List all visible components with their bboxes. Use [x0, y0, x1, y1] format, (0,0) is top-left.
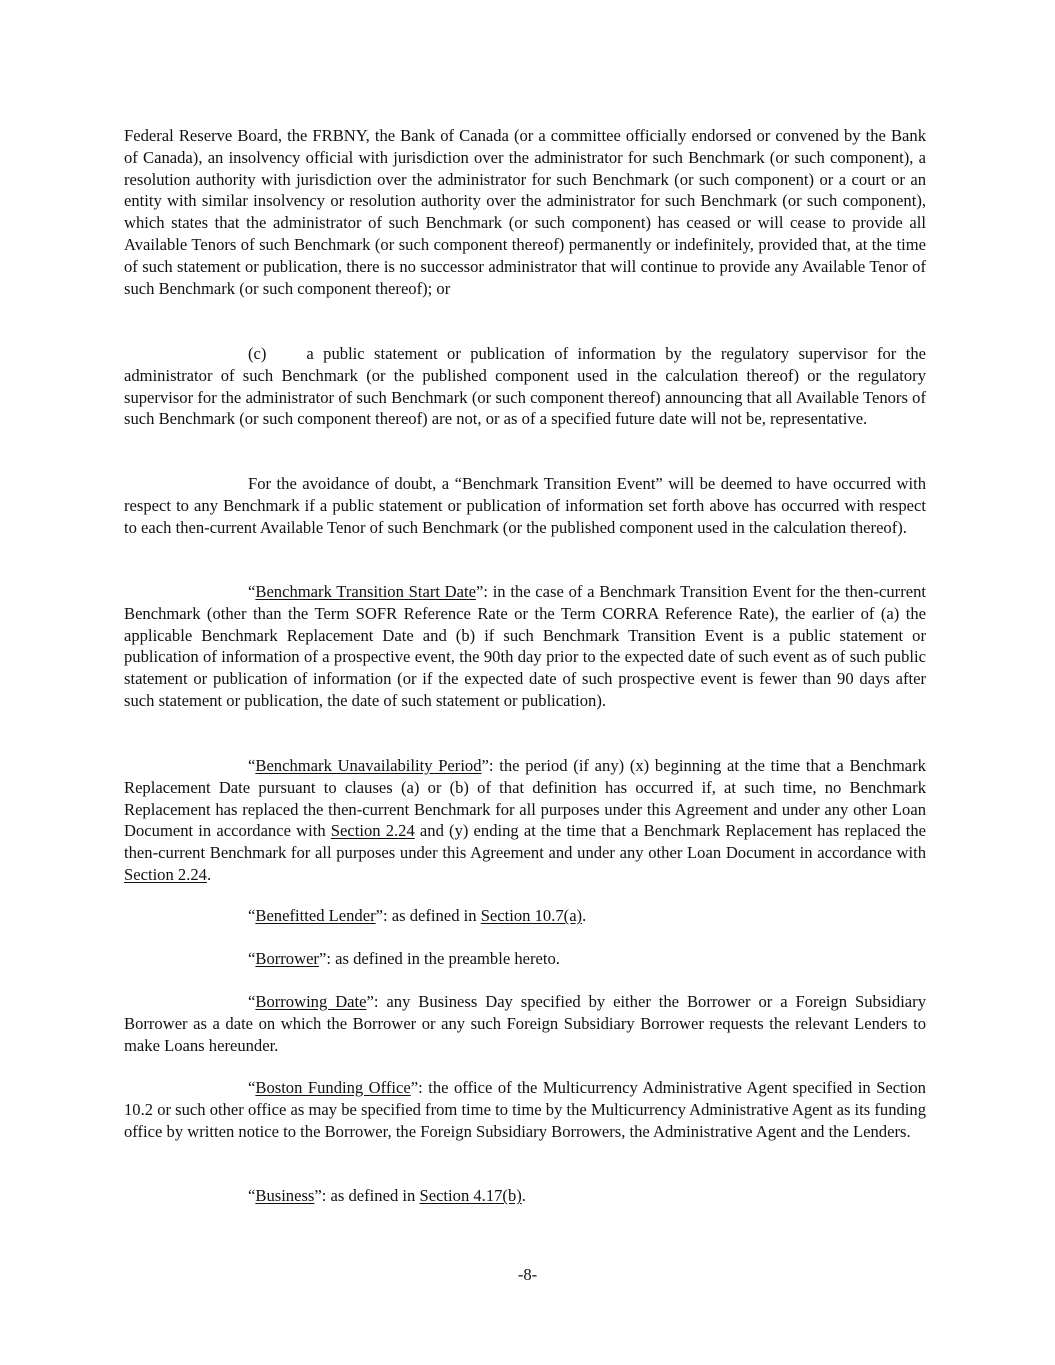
open-quote: “: [248, 1186, 256, 1205]
definition-text: as defined in the preamble hereto.: [330, 949, 560, 968]
definition-benchmark-unavailability-period: [124, 755, 926, 886]
page-number: -8-: [517, 1265, 538, 1284]
defined-term: Borrower: [255, 949, 319, 968]
definition-borrower: [124, 948, 926, 970]
definition-text: as defined in: [326, 1186, 420, 1205]
definition-business: [124, 1185, 926, 1207]
definition-text: any Business Day specified by either the Borrower or a Foreign Subsidiary Borrower as a date on which the Borrower or any such Foreign Subsidiary Borrower requests the relevant Lenders to make Loans hereunder.: [124, 992, 926, 1055]
defined-term: Benchmark Unavailability Period: [255, 756, 482, 775]
section-reference: Section 10.7(a): [480, 906, 583, 925]
open-quote: “: [248, 992, 256, 1011]
close-quote: ”:: [318, 949, 331, 968]
defined-term: Business: [255, 1186, 315, 1205]
clause-label: (c): [248, 344, 267, 363]
open-quote: “: [248, 949, 256, 968]
definition-text: .: [206, 864, 212, 884]
clause-text: a public statement or publication of information by the regulatory supervisor for the administrator of such Benchmark (or the published component used in the calculation thereof) or the regulatory supervisor for the administrator of such Benchmark (or such component thereof) announcing that all Available Tenors of such Benchmark (or such component thereof) are not, or as of a specified future date will not be, representative.: [124, 344, 926, 429]
definition-text: the period (if any) (x) beginning at the time that a Benchmark Replacement Date pursuant to clauses (a) or (b) of that definition has occurred if, at such time, no Benchmark Replacement has replaced the then-current Benchmark for all purposes under this Agreement and under any other Loan Document in accordance with: [124, 756, 926, 841]
defined-term: Benchmark Transition Start Date: [255, 582, 476, 601]
paragraph-continuation: Federal Reserve Board, the FRBNY, the Bank of Canada (or a committee officially endorsed or convened by the Bank of Canada), an insolvency official with jurisdiction over the administrator for such Benchmark (or such component), a resolution authority with jurisdiction over the administrator for such Benchmark (or such component) or a court or an entity with similar insolvency or resolution authority over the administrator for such Benchmark (or such component), which states that the administrator of such Benchmark (or such component) has ceased or will cease to provide all Available Tenors of such Benchmark (or such component thereof) permanently or indefinitely, provided that, at the time of such statement or publication, there is no successor administrator that will continue to provide any Available Tenor of such Benchmark (or such component thereof); or: [124, 126, 926, 298]
definition-text: as defined in: [387, 906, 481, 925]
clause-c: [124, 343, 926, 430]
section-reference: Section 2.24: [124, 864, 207, 884]
close-quote: ”:: [410, 1078, 423, 1097]
close-quote: ”:: [481, 756, 494, 775]
open-quote: “: [248, 1078, 256, 1097]
definition-benefitted-lender: [124, 905, 926, 927]
definition-end: .: [521, 1186, 526, 1205]
definition-boston-funding-office: [124, 1077, 926, 1142]
open-quote: “: [248, 582, 256, 601]
section-reference: Section 2.24: [330, 821, 415, 841]
definition-end: .: [582, 906, 587, 925]
close-quote: ”:: [366, 992, 379, 1011]
definition-text: and (y) ending at the time that a Benchmark Replacement has replaced the then-current Benchmark for all purposes under this Agreement and under any other Loan Document in accordance with: [124, 821, 926, 863]
defined-term: Borrowing Date: [255, 992, 367, 1011]
definition-text: in the case of a Benchmark Transition Event for the then-current Benchmark (other than the Term SOFR Reference Rate or the Term CORRA Reference Rate), the earlier of (a) the applicable Benchmark Replacement Date and (b) if such Benchmark Transition Event is a public statement or publication of information of a prospective event, the 90th day prior to the expected date of such event as of such public statement or publication of information (or if the expected date of such prospective event is fewer than 90 days after such statement or publication, the date of such statement or publication).: [124, 582, 926, 710]
section-reference: Section 4.17(b): [419, 1186, 522, 1205]
avoidance-of-doubt-paragraph: For the avoidance of doubt, a “Benchmark Transition Event” will be deemed to have occurred with respect to any Benchmark if a public statement or publication of information set forth above has occurred with respect to each then-current Available Tenor of such Benchmark (or the published component used in the calculation thereof).: [124, 474, 926, 537]
defined-term: Benefitted Lender: [255, 906, 376, 925]
definition-text: the office of the Multicurrency Administrative Agent specified in Section 10.2 or such other office as may be specified from time to time by the Multicurrency Administrative Agent as its funding office by written notice to the Borrower, the Foreign Subsidiary Borrowers, the Administrative Agent and the Lenders.: [124, 1078, 927, 1141]
open-quote: “: [248, 906, 256, 925]
definition-borrowing-date: [124, 991, 926, 1056]
defined-term: Boston Funding Office: [255, 1078, 411, 1097]
close-quote: ”:: [476, 582, 488, 601]
close-quote: ”:: [375, 906, 388, 925]
definition-benchmark-transition-start-date: [124, 581, 926, 712]
open-quote: “: [248, 756, 256, 775]
close-quote: ”:: [314, 1186, 327, 1205]
